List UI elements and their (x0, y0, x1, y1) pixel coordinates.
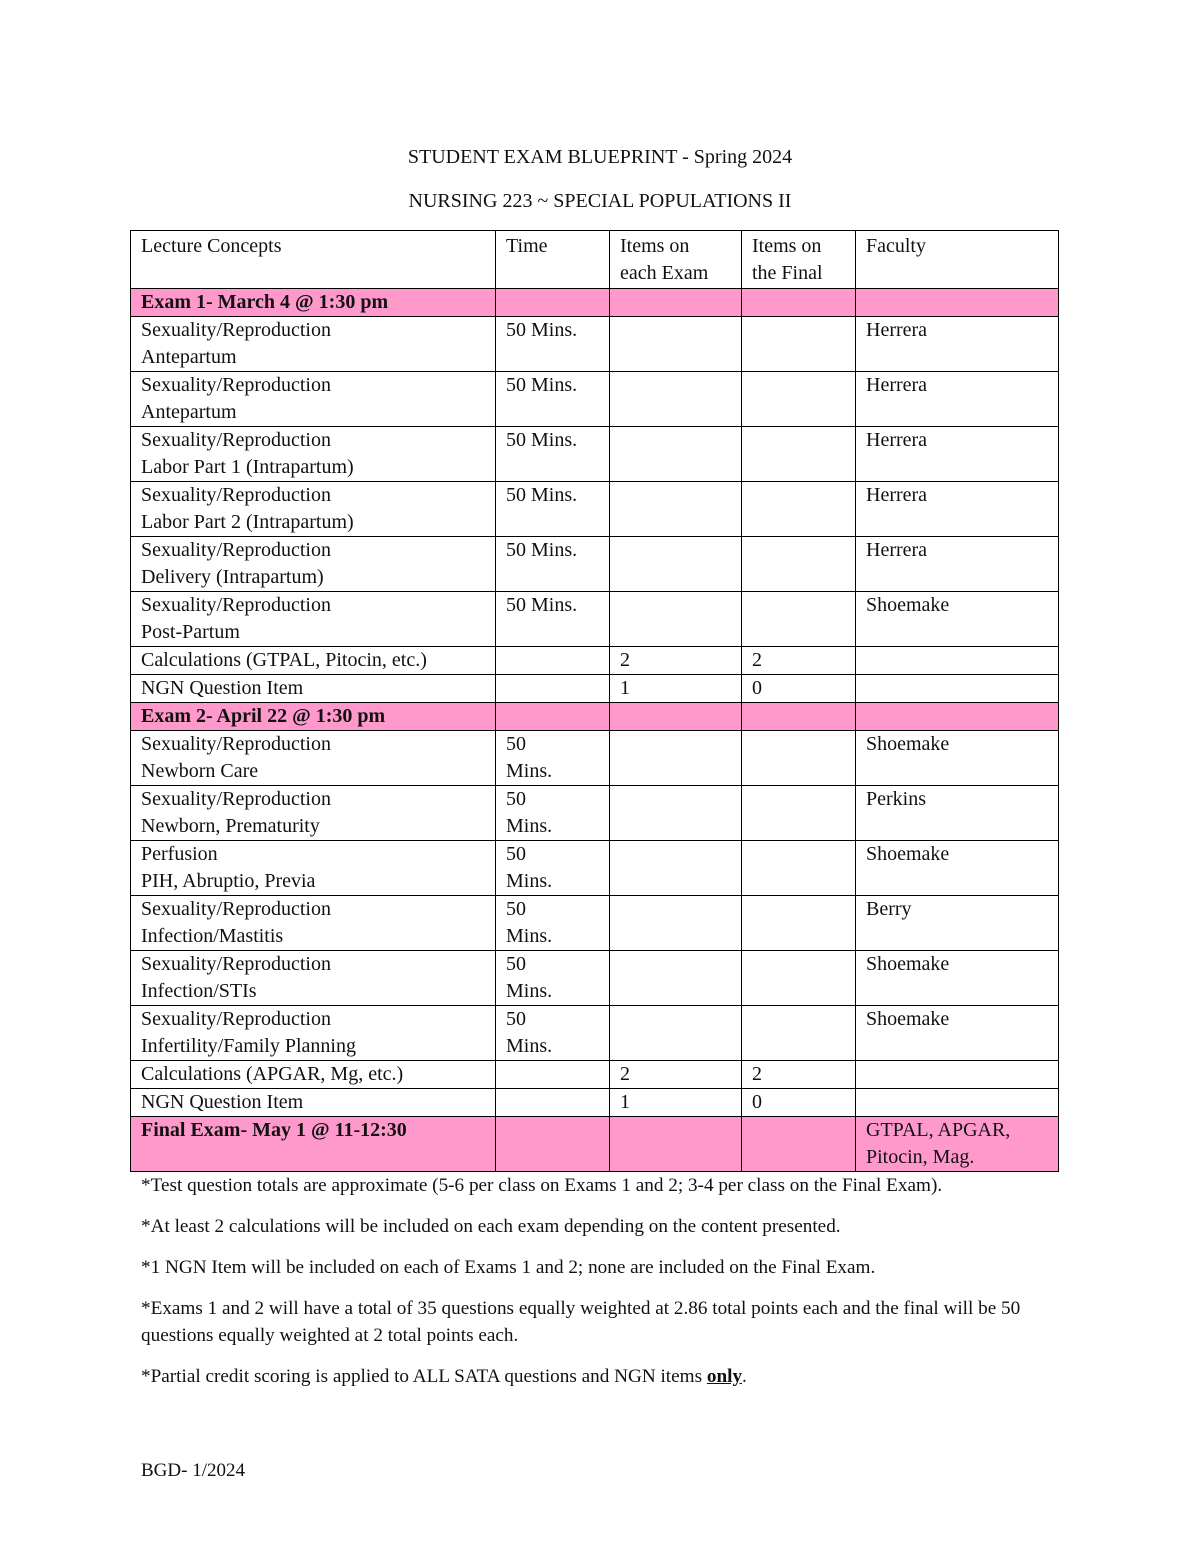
concept-cell: Sexuality/Reproduction Newborn, Prematurity (131, 786, 496, 841)
items-final-cell (742, 317, 856, 372)
header-lecture-concepts: Lecture Concepts (131, 231, 496, 289)
table-row (131, 372, 1059, 427)
table-row (131, 731, 1059, 786)
faculty-cell: Herrera (856, 537, 1059, 592)
faculty-cell: Perkins (856, 786, 1059, 841)
time-cell: 50 Mins. (496, 317, 610, 372)
concept-cell: Sexuality/Reproduction Delivery (Intrapartum) (131, 537, 496, 592)
concept-cell: Sexuality/Reproduction Infertility/Family Planning (131, 1006, 496, 1061)
calculations-row (131, 1061, 1059, 1089)
items-each-cell: 1 (610, 675, 742, 703)
ngn-row (131, 675, 1059, 703)
time-cell: 50 Mins. (496, 482, 610, 537)
time-cell: 50 Mins. (496, 592, 610, 647)
items-each-cell: 1 (610, 1089, 742, 1117)
items-final-cell (742, 592, 856, 647)
concept-cell: Sexuality/Reproduction Infection/STIs (131, 951, 496, 1006)
course-subtitle: NURSING 223 ~ SPECIAL POPULATIONS II (408, 190, 792, 212)
items-each-cell (610, 592, 742, 647)
items-each-cell (610, 537, 742, 592)
ngn-row (131, 1089, 1059, 1117)
concept-cell: Calculations (APGAR, Mg, etc.) (131, 1061, 496, 1089)
exam-blueprint-table (130, 230, 1059, 1172)
footer-code: BGD- 1/2024 (141, 1460, 245, 1481)
table-row (131, 482, 1059, 537)
table-row (131, 841, 1059, 896)
header-items-each-exam: Items on each Exam (610, 231, 742, 289)
concept-cell: Sexuality/Reproduction Antepartum (131, 317, 496, 372)
faculty-cell: Herrera (856, 482, 1059, 537)
items-each-cell (610, 482, 742, 537)
time-cell: 50 Mins. (496, 427, 610, 482)
items-final-cell: 0 (742, 675, 856, 703)
concept-cell: Sexuality/Reproduction Labor Part 2 (Intrapartum) (131, 482, 496, 537)
note: *At least 2 calculations will be included on each exam depending on the content presented. (141, 1216, 841, 1237)
note: *Exams 1 and 2 will have a total of 35 questions equally weighted at 2.86 total points each and the final will be 50 questions equally weighted at 2 total points each. (141, 1298, 1021, 1346)
table-row (131, 1006, 1059, 1061)
table-row (131, 951, 1059, 1006)
note-partial-credit: *Partial credit scoring is applied to ALL SATA questions and NGN items only. (141, 1366, 747, 1387)
items-final-cell: 2 (742, 1061, 856, 1089)
header-items-final: Items on the Final (742, 231, 856, 289)
items-each-cell (610, 372, 742, 427)
items-final-cell (742, 482, 856, 537)
time-cell: 50 Mins. (496, 786, 610, 841)
faculty-cell: GTPAL, APGAR, Pitocin, Mag. (856, 1117, 1059, 1172)
table-row (131, 317, 1059, 372)
faculty-cell: Berry (856, 896, 1059, 951)
faculty-cell: Herrera (856, 372, 1059, 427)
items-each-cell: 2 (610, 1061, 742, 1089)
time-cell: 50 Mins. (496, 1006, 610, 1061)
items-final-cell (742, 427, 856, 482)
time-cell: 50 Mins. (496, 951, 610, 1006)
final-exam-row (131, 1117, 1059, 1172)
concept-cell: Calculations (GTPAL, Pitocin, etc.) (131, 647, 496, 675)
header-time: Time (496, 231, 610, 289)
exam2-section-row (131, 703, 1059, 731)
concept-cell: Sexuality/Reproduction Infection/Mastitis (131, 896, 496, 951)
table-row (131, 896, 1059, 951)
items-each-cell: 2 (610, 647, 742, 675)
items-final-cell: 2 (742, 647, 856, 675)
items-final-cell: 0 (742, 1089, 856, 1117)
faculty-cell: Shoemake (856, 592, 1059, 647)
exam1-section-row (131, 289, 1059, 317)
time-cell: 50 Mins. (496, 896, 610, 951)
faculty-cell: Shoemake (856, 731, 1059, 786)
faculty-cell: Shoemake (856, 1006, 1059, 1061)
concept-cell: Sexuality/Reproduction Post-Partum (131, 592, 496, 647)
table-row (131, 786, 1059, 841)
exam2-label: Exam 2- April 22 @ 1:30 pm (131, 703, 496, 731)
time-cell: 50 Mins. (496, 731, 610, 786)
emphasis-only: only (706, 1366, 743, 1387)
items-final-cell (742, 372, 856, 427)
time-cell: 50 Mins. (496, 841, 610, 896)
items-each-cell (610, 427, 742, 482)
faculty-cell: Herrera (856, 427, 1059, 482)
time-cell: 50 Mins. (496, 537, 610, 592)
final-exam-label: Final Exam- May 1 @ 11-12:30 (131, 1117, 496, 1172)
items-final-cell (742, 537, 856, 592)
faculty-cell: Shoemake (856, 951, 1059, 1006)
faculty-cell: Herrera (856, 317, 1059, 372)
concept-cell: Sexuality/Reproduction Newborn Care (131, 731, 496, 786)
calculations-row (131, 647, 1059, 675)
concept-cell: NGN Question Item (131, 675, 496, 703)
faculty-cell: Shoemake (856, 841, 1059, 896)
note: *1 NGN Item will be included on each of Exams 1 and 2; none are included on the Final Exam. (141, 1257, 876, 1278)
exam1-label: Exam 1- March 4 @ 1:30 pm (131, 289, 496, 317)
concept-cell: NGN Question Item (131, 1089, 496, 1117)
items-each-cell (610, 317, 742, 372)
page-title: STUDENT EXAM BLUEPRINT - Spring 2024 (407, 146, 793, 168)
concept-cell: Sexuality/Reproduction Antepartum (131, 372, 496, 427)
concept-cell: Perfusion PIH, Abruptio, Previa (131, 841, 496, 896)
notes-section (141, 1172, 1051, 1404)
concept-cell: Sexuality/Reproduction Labor Part 1 (Intrapartum) (131, 427, 496, 482)
header-faculty: Faculty (856, 231, 1059, 289)
table-header-row (131, 231, 1059, 289)
table-row (131, 427, 1059, 482)
time-cell: 50 Mins. (496, 372, 610, 427)
table-row (131, 537, 1059, 592)
note: *Test question totals are approximate (5-6 per class on Exams 1 and 2; 3-4 per class on the Final Exam). (141, 1175, 943, 1196)
table-row (131, 592, 1059, 647)
